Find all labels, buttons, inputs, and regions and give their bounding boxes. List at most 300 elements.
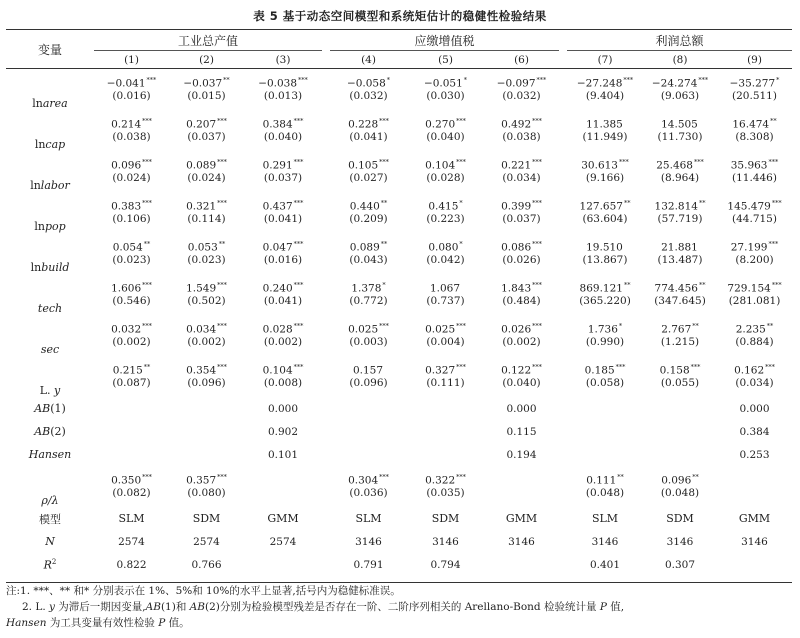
- row-label-italic: build: [41, 261, 70, 274]
- significance-stars: ***: [532, 362, 542, 371]
- row-label-italic: y: [54, 384, 61, 397]
- n-cell: 3146: [508, 535, 535, 548]
- coef-cell: [567, 466, 643, 486]
- coef-value: 0.158: [659, 364, 690, 376]
- stat-cell: 0.384: [739, 425, 770, 438]
- coef-value: 0.437: [262, 200, 293, 212]
- rho-row: [6, 466, 792, 486]
- coef-value: 19.510: [586, 241, 623, 253]
- coef-cell: [567, 192, 643, 212]
- row-label: [6, 274, 94, 315]
- r2-cell: [244, 553, 322, 576]
- coef-cell: [407, 69, 484, 90]
- coef-row: [6, 192, 792, 212]
- se-cell: (57.719): [657, 213, 703, 225]
- coef-value: 0.327: [425, 364, 456, 376]
- row-label: [6, 192, 94, 233]
- se-row: [6, 253, 792, 274]
- significance-stars: ***: [532, 198, 542, 207]
- stat-cell: [330, 420, 407, 443]
- row-label: [6, 443, 94, 466]
- note-text: AB: [145, 601, 161, 613]
- coef-value: 0.354: [186, 364, 217, 376]
- table-note-1: 注:1. ***、** 和* 分别表示在 1%、5%和 10%的水平上显著,括号内为稳健标准误。: [6, 585, 401, 597]
- row-label: [6, 315, 94, 356]
- coef-cell: [407, 466, 484, 486]
- coef-value: 0.104: [425, 159, 456, 171]
- coef-cell: [94, 315, 169, 335]
- coef-value: 0.096: [111, 159, 142, 171]
- significance-stars: ***: [142, 157, 152, 166]
- coef-cell: [643, 69, 717, 90]
- coef-cell: [330, 233, 407, 253]
- note-text: 为滞后一期因变量,: [54, 601, 146, 613]
- coef-value: 0.028: [262, 323, 293, 335]
- coef-cell: [169, 69, 244, 90]
- coef-cell: [484, 466, 559, 486]
- stat-cell: 0.000: [267, 402, 299, 415]
- stat-cell: [169, 420, 244, 443]
- se-cell: (0.111): [426, 377, 465, 389]
- se-row: [6, 294, 792, 315]
- coef-value: 1.606: [111, 282, 142, 294]
- se-cell: (0.087): [112, 377, 151, 389]
- coef-cell: [717, 69, 792, 90]
- se-cell: (0.002): [187, 336, 226, 348]
- coef-cell: [244, 274, 322, 294]
- coef-cell: [330, 356, 407, 376]
- coef-value: 127.657: [579, 200, 623, 212]
- se-row: [6, 130, 792, 151]
- significance-stars: ***: [771, 280, 782, 289]
- significance-stars: ***: [690, 362, 701, 371]
- se-cell: (0.082): [112, 487, 151, 499]
- n-cell: 2574: [193, 535, 220, 548]
- coef-value: −0.051: [423, 77, 463, 89]
- significance-stars: ***: [765, 362, 775, 371]
- coef-cell: [567, 274, 643, 294]
- se-cell: (0.106): [112, 213, 151, 225]
- coef-cell: [643, 315, 717, 335]
- coef-row: [6, 315, 792, 335]
- significance-stars: ***: [698, 75, 709, 84]
- se-cell: (0.990): [585, 336, 625, 348]
- se-cell: (11.730): [657, 131, 703, 143]
- se-cell: (11.949): [582, 131, 628, 143]
- row-label-italic: sec: [40, 343, 60, 356]
- coef-cell: [717, 274, 792, 294]
- coef-value: 16.474: [732, 118, 770, 130]
- coef-value: 0.111: [586, 474, 617, 486]
- coef-value: 0.157: [352, 364, 384, 376]
- coef-value: −0.058: [346, 77, 386, 89]
- coef-value: 132.814: [654, 200, 698, 212]
- se-cell: (0.058): [585, 377, 625, 389]
- coef-value: 1.378: [351, 282, 382, 294]
- significance-stars: ***: [293, 157, 304, 166]
- stat-cell: 0.000: [739, 402, 770, 415]
- coef-value: 0.025: [425, 323, 456, 335]
- coef-cell: [717, 151, 792, 171]
- significance-stars: ***: [532, 280, 542, 289]
- row-label-sup: 2: [51, 557, 57, 566]
- se-cell: (9.166): [585, 172, 625, 184]
- coef-cell: [407, 315, 484, 335]
- coef-value: 0.291: [262, 159, 293, 171]
- note-text: 为工具变量有效性检验: [46, 617, 159, 629]
- se-cell: (0.002): [263, 336, 303, 348]
- significance-stars: ***: [456, 157, 466, 166]
- row-label: [6, 397, 94, 420]
- coef-cell: [94, 233, 169, 253]
- se-cell: (0.209): [349, 213, 388, 225]
- stat-cell: 0.194: [506, 448, 537, 461]
- coef-value: 0.122: [501, 364, 532, 376]
- se-cell: (8.308): [735, 131, 774, 143]
- coef-value: 0.026: [501, 323, 532, 335]
- significance-stars: ***: [456, 116, 466, 125]
- significance-stars: ***: [532, 239, 542, 248]
- se-cell: (0.026): [502, 254, 541, 266]
- se-row: [6, 335, 792, 356]
- se-cell: (0.041): [263, 213, 303, 225]
- coef-row: [6, 356, 792, 376]
- coef-cell: [94, 356, 169, 376]
- coef-cell: [330, 110, 407, 130]
- column-header: (1): [94, 51, 169, 69]
- significance-stars: ***: [293, 280, 304, 289]
- model-cell: SLM: [591, 512, 619, 525]
- significance-stars: **: [698, 198, 706, 207]
- coef-cell: [484, 69, 559, 90]
- stat-cell: [643, 443, 717, 466]
- coef-value: 0.162: [734, 364, 765, 376]
- significance-stars: *: [776, 75, 780, 84]
- model-cell: GMM: [267, 512, 299, 525]
- significance-stars: ***: [619, 157, 629, 166]
- coef-cell: [567, 69, 643, 90]
- se-cell: (0.038): [502, 131, 541, 143]
- se-cell: (0.041): [263, 295, 303, 307]
- row-label-italic: labor: [40, 179, 70, 192]
- se-cell: (0.055): [660, 377, 700, 389]
- table-note-3: [6, 615, 792, 631]
- se-cell: (9.063): [660, 90, 700, 102]
- coef-value: 35.963: [730, 159, 768, 171]
- se-cell: (0.032): [502, 90, 541, 102]
- coef-cell: [643, 466, 717, 486]
- coef-cell: [94, 274, 169, 294]
- coef-cell: [244, 192, 322, 212]
- coef-value: 0.322: [425, 474, 456, 486]
- significance-stars: *: [459, 198, 463, 207]
- coef-value: 0.034: [186, 323, 217, 335]
- se-cell: (0.223): [426, 213, 465, 225]
- se-row: [6, 212, 792, 233]
- column-header: (7): [567, 51, 643, 69]
- column-header: (4): [330, 51, 407, 69]
- note-text: 值,: [606, 601, 625, 613]
- coef-cell: [484, 356, 559, 376]
- significance-stars: ***: [768, 239, 779, 248]
- se-cell: (0.096): [187, 377, 226, 389]
- coef-cell: [94, 151, 169, 171]
- se-cell: [484, 486, 559, 507]
- significance-stars: ***: [379, 321, 389, 330]
- group-header-1: 工业总产值: [94, 30, 322, 51]
- row-label-text: ln: [30, 261, 42, 274]
- column-header: (6): [484, 51, 559, 69]
- n-cell: 3146: [355, 535, 382, 548]
- se-cell: (0.035): [426, 487, 465, 499]
- stat-cell: [567, 420, 643, 443]
- r2-cell: [484, 553, 559, 576]
- model-cell: SLM: [118, 512, 145, 525]
- coef-cell: [94, 110, 169, 130]
- significance-stars: ***: [532, 116, 542, 125]
- stat-cell: 0.115: [506, 425, 537, 438]
- se-cell: (0.040): [502, 377, 541, 389]
- coef-value: 0.214: [111, 118, 142, 130]
- column-header: (9): [717, 51, 792, 69]
- n-cell: 3146: [591, 535, 619, 548]
- significance-stars: ***: [217, 280, 227, 289]
- coef-cell: [244, 466, 322, 486]
- se-cell: (13.867): [582, 254, 628, 266]
- row-label-italic: Hansen: [28, 448, 72, 461]
- coef-cell: [407, 356, 484, 376]
- stat-cell: 0.101: [267, 448, 299, 461]
- coef-row: [6, 151, 792, 171]
- coef-cell: [717, 110, 792, 130]
- stat-cell: [330, 443, 407, 466]
- row-label: [6, 110, 94, 151]
- se-row: [6, 376, 792, 397]
- se-cell: (0.036): [349, 487, 388, 499]
- results-table: [6, 29, 792, 576]
- significance-stars: **: [617, 472, 624, 481]
- significance-stars: ***: [293, 239, 304, 248]
- coef-value: 0.383: [111, 200, 142, 212]
- coef-value: −0.037: [183, 77, 223, 89]
- stat-cell: 0.253: [739, 448, 770, 461]
- coef-cell: [643, 151, 717, 171]
- se-cell: (0.028): [426, 172, 465, 184]
- se-cell: (0.030): [426, 90, 465, 102]
- significance-stars: **: [766, 321, 774, 330]
- se-cell: (13.487): [657, 254, 703, 266]
- coef-cell: [407, 233, 484, 253]
- coef-cell: [169, 466, 244, 486]
- se-cell: (0.041): [349, 131, 388, 143]
- se-cell: (0.038): [112, 131, 151, 143]
- se-cell: (0.013): [263, 90, 303, 102]
- note-text: (1)和: [160, 601, 190, 613]
- coef-value: 14.505: [661, 118, 698, 130]
- model-cell: SLM: [355, 512, 382, 525]
- coef-cell: [244, 315, 322, 335]
- coef-cell: [244, 233, 322, 253]
- row-label-text: ln: [32, 97, 43, 110]
- coef-cell: [484, 233, 559, 253]
- coef-cell: [169, 110, 244, 130]
- r2-cell: 0.307: [664, 558, 696, 571]
- coef-value: 25.468: [656, 159, 693, 171]
- stat-cell: [169, 397, 244, 420]
- significance-stars: ***: [379, 116, 389, 125]
- coef-cell: [717, 192, 792, 212]
- coef-cell: [567, 151, 643, 171]
- significance-stars: ***: [217, 198, 227, 207]
- se-cell: (0.037): [187, 131, 226, 143]
- coef-row: [6, 110, 792, 130]
- coef-cell: [169, 274, 244, 294]
- stat-cell: [330, 397, 407, 420]
- model-cell: SDM: [192, 512, 221, 525]
- coef-value: 869.121: [579, 282, 623, 294]
- se-row: [6, 486, 792, 507]
- se-cell: (20.511): [732, 90, 777, 102]
- coef-value: 0.047: [262, 241, 293, 253]
- stat-cell: [94, 443, 169, 466]
- se-cell: (365.220): [579, 295, 631, 307]
- coef-cell: [407, 110, 484, 130]
- row-label-italic: R: [43, 558, 52, 572]
- significance-stars: ***: [217, 157, 227, 166]
- coef-cell: [717, 356, 792, 376]
- row-label: 模型: [39, 512, 61, 526]
- significance-stars: *: [386, 75, 391, 84]
- n-cell: 3146: [432, 535, 459, 548]
- n-cell: 3146: [666, 535, 694, 548]
- coef-value: 0.054: [112, 241, 143, 253]
- coef-value: 0.053: [187, 241, 218, 253]
- stat-row: [6, 397, 792, 420]
- coef-cell: [407, 151, 484, 171]
- se-cell: (0.884): [735, 336, 774, 348]
- se-cell: (0.024): [187, 172, 226, 184]
- n-cell: 2574: [118, 535, 145, 548]
- row-label-text: (1): [50, 402, 66, 415]
- row-label: [6, 420, 94, 443]
- model-cell: SDM: [666, 512, 694, 525]
- se-cell: (1.215): [660, 336, 700, 348]
- row-label-text: ln: [30, 179, 41, 192]
- coef-value: −0.097: [496, 77, 536, 89]
- coef-value: −35.277: [729, 77, 776, 89]
- coef-cell: [94, 466, 169, 486]
- coef-value: 0.025: [348, 323, 379, 335]
- column-header: (2): [169, 51, 244, 69]
- se-cell: (0.027): [349, 172, 388, 184]
- coef-cell: [643, 233, 717, 253]
- coef-cell: [717, 466, 792, 486]
- se-cell: (8.964): [660, 172, 700, 184]
- model-cell: SDM: [431, 512, 460, 525]
- stat-cell: 0.902: [267, 425, 299, 438]
- row-label: N: [45, 535, 55, 548]
- row-label-italic: pop: [44, 220, 66, 233]
- coef-value: −27.248: [576, 77, 623, 89]
- coef-row: [6, 69, 792, 90]
- coef-cell: [567, 233, 643, 253]
- significance-stars: **: [143, 362, 151, 371]
- r2-cell: 0.791: [353, 558, 384, 571]
- table-title: 表 5 基于动态空间模型和系统矩估计的稳健性检验结果: [253, 9, 547, 23]
- row-label-italic: AB: [34, 425, 51, 438]
- coef-cell: [244, 151, 322, 171]
- coef-value: −24.274: [651, 77, 698, 89]
- coef-cell: [330, 192, 407, 212]
- se-cell: (0.037): [502, 213, 541, 225]
- stat-cell: [643, 420, 717, 443]
- se-cell: (0.034): [502, 172, 541, 184]
- group-header-3: 利润总额: [567, 30, 792, 51]
- coef-value: 0.240: [262, 282, 293, 294]
- coef-cell: [407, 274, 484, 294]
- se-cell: (0.004): [426, 336, 465, 348]
- coef-value: 0.492: [501, 118, 532, 130]
- coef-cell: [484, 151, 559, 171]
- coef-row: [6, 274, 792, 294]
- significance-stars: ***: [532, 321, 542, 330]
- stat-row: [6, 443, 792, 466]
- coef-cell: [330, 69, 407, 90]
- se-cell: (0.114): [187, 213, 226, 225]
- coef-value: 0.080: [428, 241, 459, 253]
- se-cell: (0.032): [349, 90, 388, 102]
- r2-cell: 0.401: [589, 558, 621, 571]
- coef-cell: [717, 315, 792, 335]
- coef-value: 0.104: [262, 364, 293, 376]
- se-cell: (281.081): [728, 295, 781, 307]
- significance-stars: **: [223, 75, 230, 84]
- coef-value: 2.235: [735, 323, 766, 335]
- significance-stars: ***: [217, 362, 227, 371]
- significance-stars: **: [623, 280, 631, 289]
- coef-cell: [407, 192, 484, 212]
- se-cell: (0.023): [112, 254, 151, 266]
- note-text: y: [49, 601, 55, 613]
- coef-row: [6, 233, 792, 253]
- se-cell: (0.043): [349, 254, 388, 266]
- significance-stars: ***: [142, 198, 152, 207]
- row-label: [6, 151, 94, 192]
- row-label-italic: area: [42, 97, 68, 110]
- coef-cell: [643, 192, 717, 212]
- row-label: [6, 69, 94, 111]
- significance-stars: ***: [293, 362, 304, 371]
- coef-cell: [643, 110, 717, 130]
- coef-cell: [169, 233, 244, 253]
- significance-stars: ***: [142, 321, 152, 330]
- row-label: [6, 356, 94, 397]
- coef-value: 2.767: [661, 323, 692, 335]
- significance-stars: ***: [456, 321, 466, 330]
- se-row: [6, 171, 792, 192]
- coef-value: 11.385: [586, 118, 623, 130]
- significance-stars: ***: [532, 157, 542, 166]
- n-row: [6, 530, 792, 553]
- coef-value: 0.415: [428, 200, 459, 212]
- group-header-2: 应缴增值税: [330, 30, 559, 51]
- coef-cell: [717, 233, 792, 253]
- note-text: 2. L.: [22, 601, 50, 613]
- coef-value: 0.384: [262, 118, 293, 130]
- se-row: [6, 89, 792, 110]
- coef-value: 0.207: [186, 118, 217, 130]
- coef-value: 0.270: [425, 118, 456, 130]
